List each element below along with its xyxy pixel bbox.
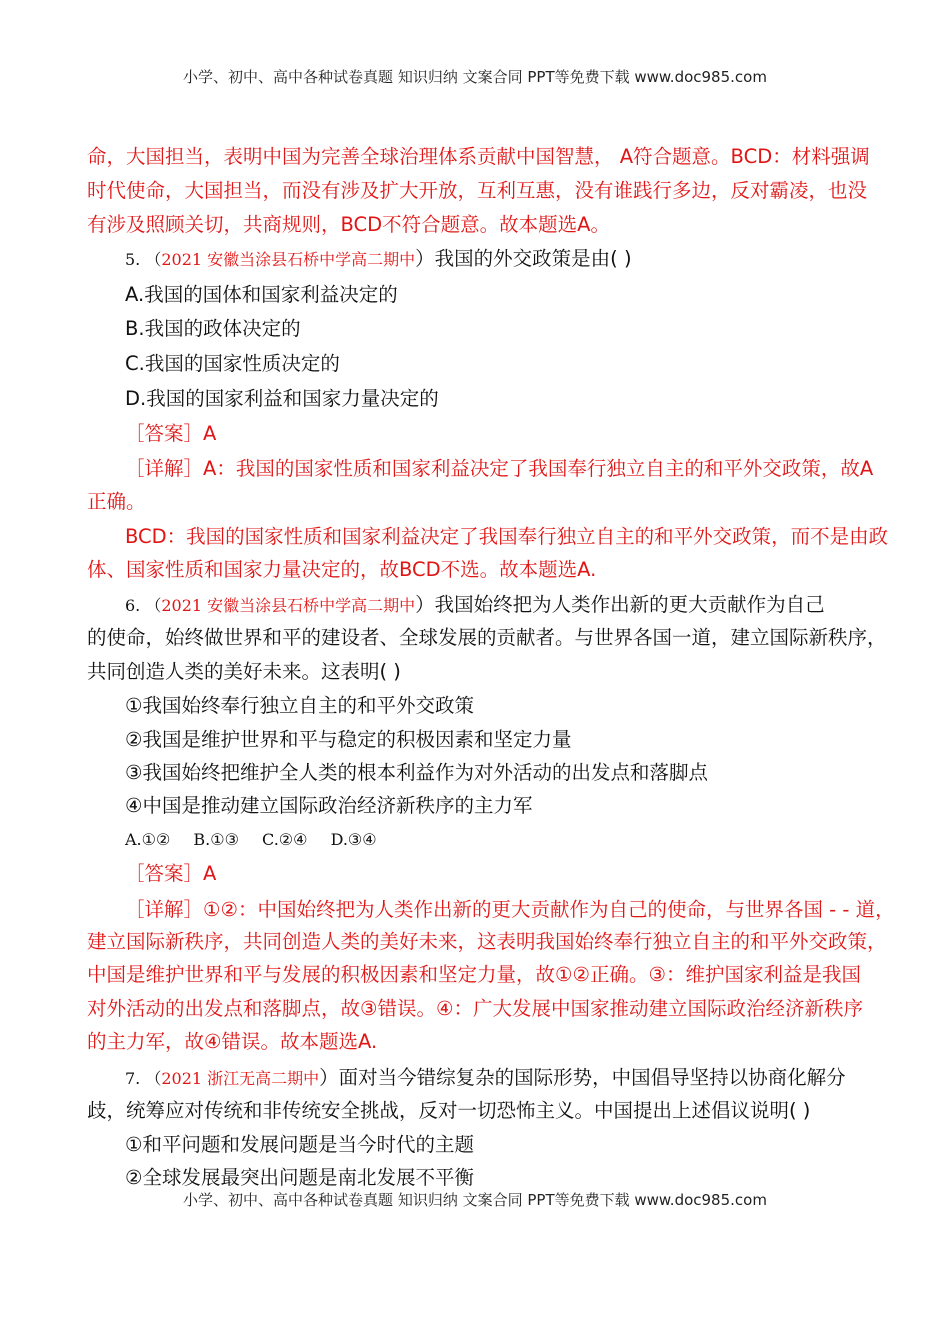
question-5-option-a: A.我国的国体和国家利益决定的 [125,283,398,306]
question-6-explanation-3: 中国是维护世界和平与发展的积极因素和坚定力量，故①②正确。③：维护国家利益是我国 [87,963,861,986]
question-text: ）我国始终把为人类作出新的更大贡献作为自己 [415,593,825,616]
question-5-option-c: C.我国的国家性质决定的 [125,352,340,375]
question-5-option-b: B.我国的政体决定的 [125,317,301,340]
question-7-choice-1: ①和平问题和发展问题是当今时代的主题 [125,1133,474,1156]
question-6-explanation-1: ［详解］①②：中国始终把为人类作出新的更大贡献作为自己的使命，与世界各国 - - 道， [125,898,895,921]
question-6-choice-2: ②我国是维护世界和平与稳定的积极因素和坚定力量 [125,728,572,751]
question-source: 2021 安徽当涂县石桥中学高二期中 [161,596,416,615]
prev-explanation-line-3: 有涉及照顾关切，共商规则，BCD不符合题意。故本题选A。 [87,213,611,236]
question-5-explanation-3: BCD：我国的国家性质和国家利益决定了我国奉行独立自主的和平外交政策，而不是由政 [125,525,889,548]
question-6-explanation-4: 对外活动的出发点和落脚点，故③错误。④：广大发展中国家推动建立国际政治经济新秩序 [87,997,863,1020]
question-number: 7. （ [125,1069,162,1088]
question-6-stem [125,593,825,618]
question-6-choice-3: ③我国始终把维护全人类的根本利益作为对外活动的出发点和落脚点 [125,761,708,784]
question-number: 5. （ [125,250,162,269]
question-5-answer: ［答案］A [125,422,217,445]
question-7-stem-line-2: 歧，统筹应对传统和非传统安全挑战，反对一切恐怖主义。中国提出上述倡议说明( ) [87,1099,811,1122]
question-5-explanation-1: ［详解］A：我国的国家性质和国家利益决定了我国奉行独立自主的和平外交政策，故A [125,457,874,480]
question-source: 2021 安徽当涂县石桥中学高二期中 [161,250,416,269]
question-6-stem-line-2: 的使命，始终做世界和平的建设者、全球发展的贡献者。与世界各国一道，建立国际新秩序， [87,626,887,649]
question-source: 2021 浙江无高二期中 [161,1069,320,1088]
question-6-stem-line-3: 共同创造人类的美好未来。这表明( ) [87,660,401,683]
question-7-choice-2: ②全球发展最突出问题是南北发展不平衡 [125,1166,474,1189]
question-5-explanation-4: 体、国家性质和国家力量决定的，故BCD不选。故本题选A. [87,558,597,581]
question-7-stem [125,1066,846,1091]
question-number: 6. （ [125,596,162,615]
page-footer: 小学、初中、高中各种试卷真题 知识归纳 文案合同 PPT等免费下载 www.doc985.com [183,1191,767,1209]
prev-explanation-line-1: 命，大国担当，表明中国为完善全球治理体系贡献中国智慧， A符合题意。BCD：材料强调 [87,145,870,168]
question-6-options: A.①② B.①③ C.②④ D.③④ [125,830,377,849]
question-6-explanation-5: 的主力军，故④错误。故本题选A. [87,1030,378,1053]
page-header: 小学、初中、高中各种试卷真题 知识归纳 文案合同 PPT等免费下载 www.doc985.com [183,68,767,86]
question-text: ）我国的外交政策是由( ) [415,247,632,270]
question-5-option-d: D.我国的国家利益和国家力量决定的 [125,387,439,410]
question-6-choice-4: ④中国是推动建立国际政治经济新秩序的主力军 [125,794,533,817]
question-text: ）面对当今错综复杂的国际形势，中国倡导坚持以协商化解分 [319,1066,846,1089]
question-5-stem [125,247,632,272]
question-6-answer: ［答案］A [125,862,217,885]
prev-explanation-line-2: 时代使命，大国担当，而没有涉及扩大开放，互利互惠，没有谁践行多边，反对霸凌，也没 [87,179,868,202]
question-6-explanation-2: 建立国际新秩序，共同创造人类的美好未来，这表明我国始终奉行独立自主的和平外交政策， [87,930,887,953]
question-5-explanation-2: 正确。 [87,490,146,513]
question-6-choice-1: ①我国始终奉行独立自主的和平外交政策 [125,694,474,717]
